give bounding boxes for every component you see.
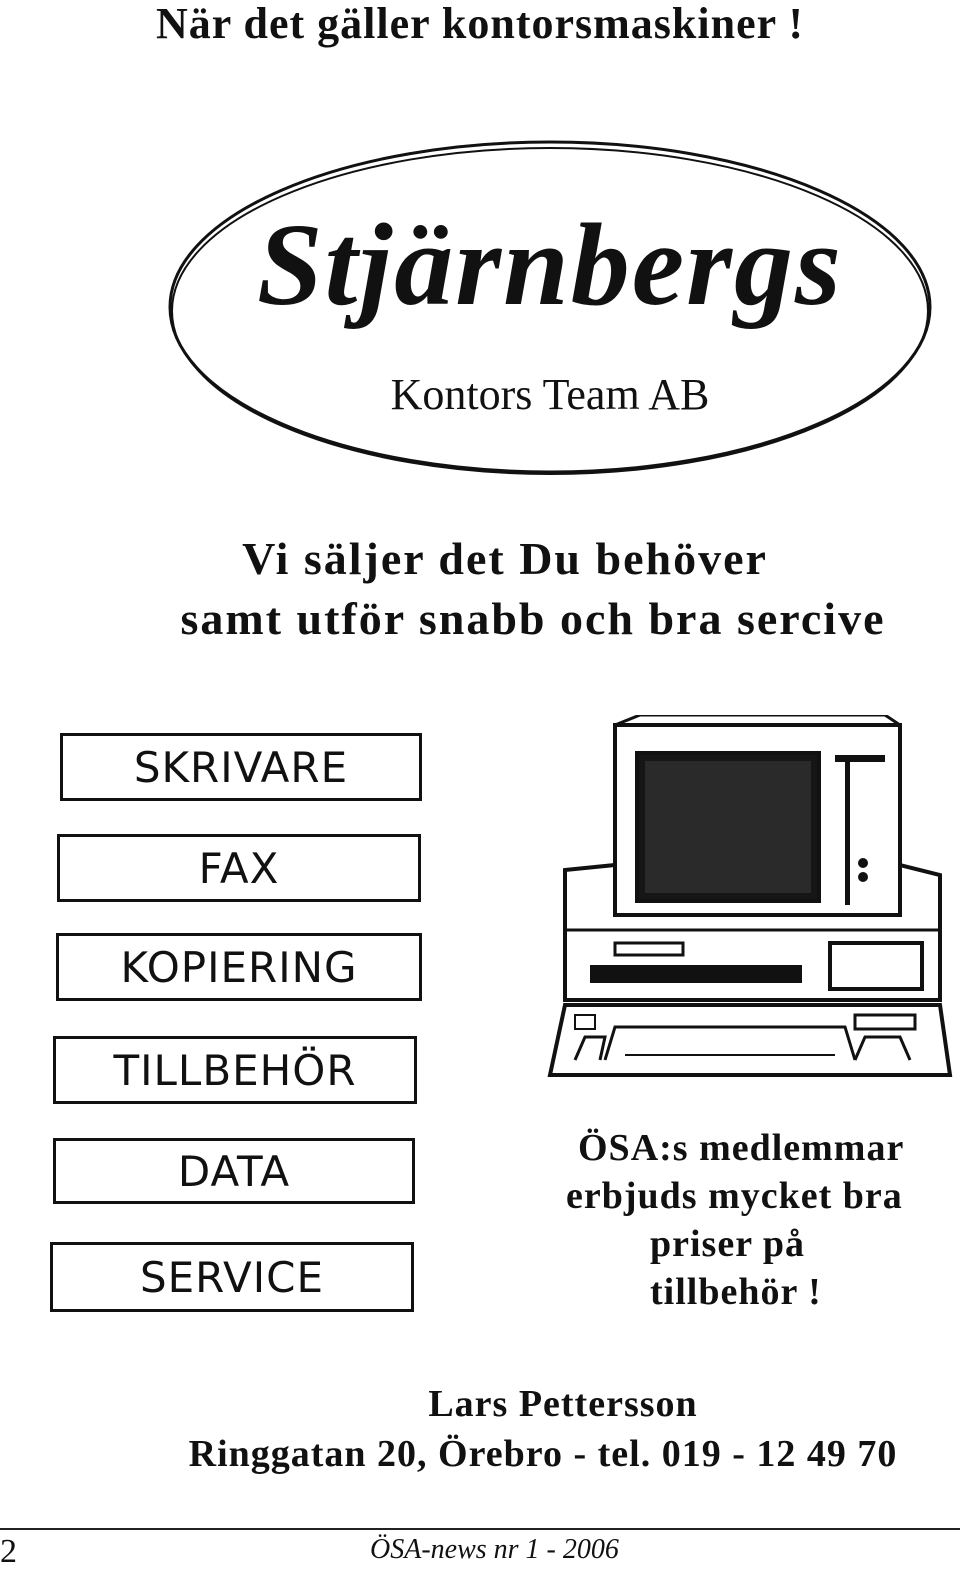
contact-name: Lars Pettersson (428, 1383, 698, 1425)
promo-line-4: tillbehör ! (650, 1271, 822, 1313)
contact-address: Ringgatan 20, Örebro - tel. 019 - 12 49 70 (188, 1433, 898, 1475)
logo-subtitle: Kontors Team AB (390, 370, 710, 419)
page-headline: När det gäller kontorsmaskiner ! (156, 0, 804, 48)
computer-icon (545, 715, 955, 1090)
service-box-skrivare: SKRIVARE (60, 733, 422, 801)
service-box-fax: FAX (57, 834, 421, 902)
page-number: 2 (0, 1533, 17, 1570)
promo-line-3: priser på (650, 1223, 806, 1265)
service-box-data: DATA (53, 1138, 415, 1204)
footer-publication: ÖSA-news nr 1 - 2006 (370, 1534, 619, 1565)
service-box-tillbehor: TILLBEHÖR (53, 1036, 417, 1104)
tagline-line-2: samt utför snabb och bra sercive (180, 593, 886, 644)
promo-line-1: ÖSA:s medlemmar (578, 1127, 905, 1169)
logo-script-name: Stjärnbergs (257, 199, 843, 330)
footer-divider (0, 1528, 960, 1530)
service-box-kopiering: KOPIERING (56, 933, 422, 1001)
promo-line-2: erbjuds mycket bra (566, 1175, 903, 1217)
tagline-line-1: Vi säljer det Du behöver (242, 533, 768, 584)
service-box-service: SERVICE (50, 1242, 414, 1312)
